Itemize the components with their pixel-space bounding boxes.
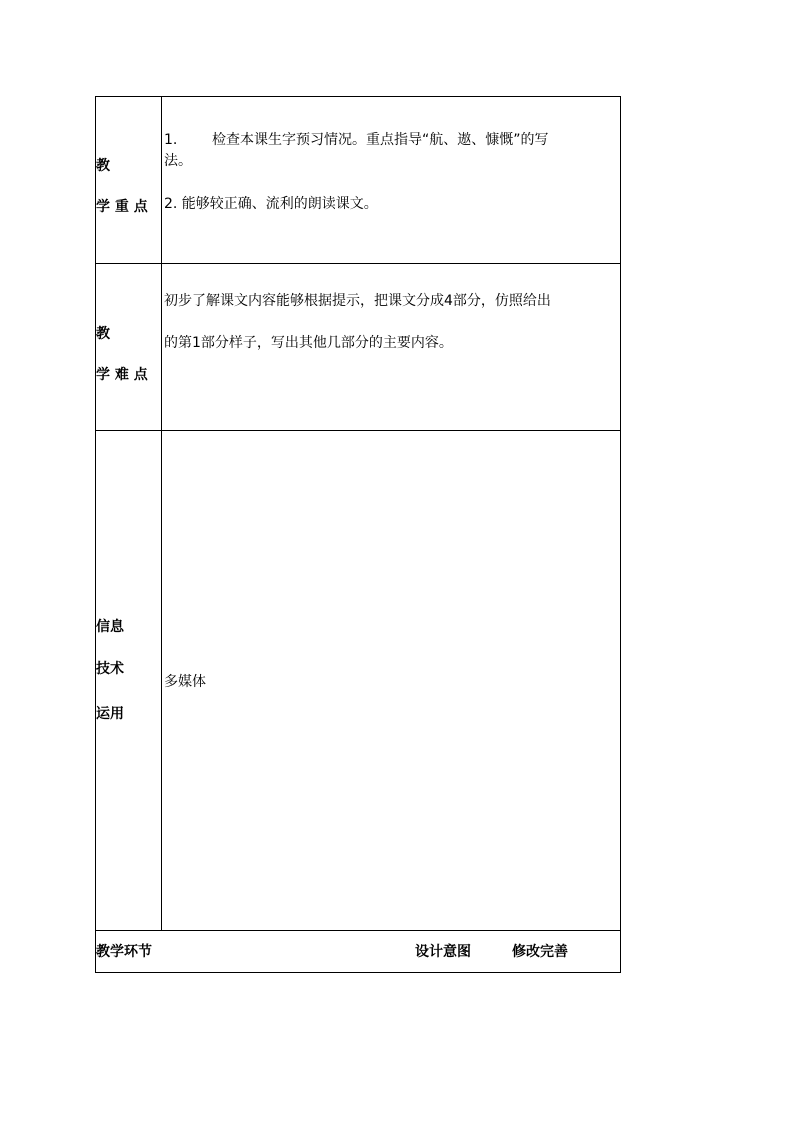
lesson-plan-table (95, 96, 621, 972)
key-points-item1-continuation: 法。 (164, 153, 192, 169)
it-usage-label-line2: 技术 (96, 661, 124, 677)
border-row3 (95, 930, 621, 931)
key-points-item1-text: 检查本课生字预习情况。重点指导“航、遨、慷慨”的写 (212, 132, 549, 148)
border-col-divider (161, 96, 162, 930)
difficulties-label-line2: 学 难 点 (96, 367, 148, 383)
it-usage-text: 多媒体 (164, 674, 206, 690)
footer-col-design-intent: 设计意图 (415, 944, 471, 960)
it-usage-label-line3: 运用 (96, 706, 124, 722)
key-points-label-line1: 教 (96, 158, 110, 174)
footer-col-teaching-steps: 教学环节 (96, 944, 152, 960)
border-row1 (95, 263, 621, 264)
footer-col-revision: 修改完善 (512, 944, 568, 960)
difficulties-text-line2: 的第1部分样子，写出其他几部分的主要内容。 (164, 335, 453, 351)
difficulties-text-line1: 初步了解课文内容能够根据提示，把课文分成4部分，仿照给出 (164, 293, 551, 309)
difficulties-label-line1: 教 (96, 326, 110, 342)
border-left (95, 96, 96, 973)
border-bottom (95, 972, 621, 973)
border-right (620, 96, 621, 973)
key-points-item1-number: 1. (164, 132, 178, 148)
border-row2 (95, 430, 621, 431)
border-top (95, 96, 621, 97)
it-usage-label-line1: 信息 (96, 619, 124, 635)
key-points-item2: 2. 能够较正确、流利的朗读课文。 (164, 196, 378, 212)
key-points-label-line2: 学 重 点 (96, 199, 148, 215)
